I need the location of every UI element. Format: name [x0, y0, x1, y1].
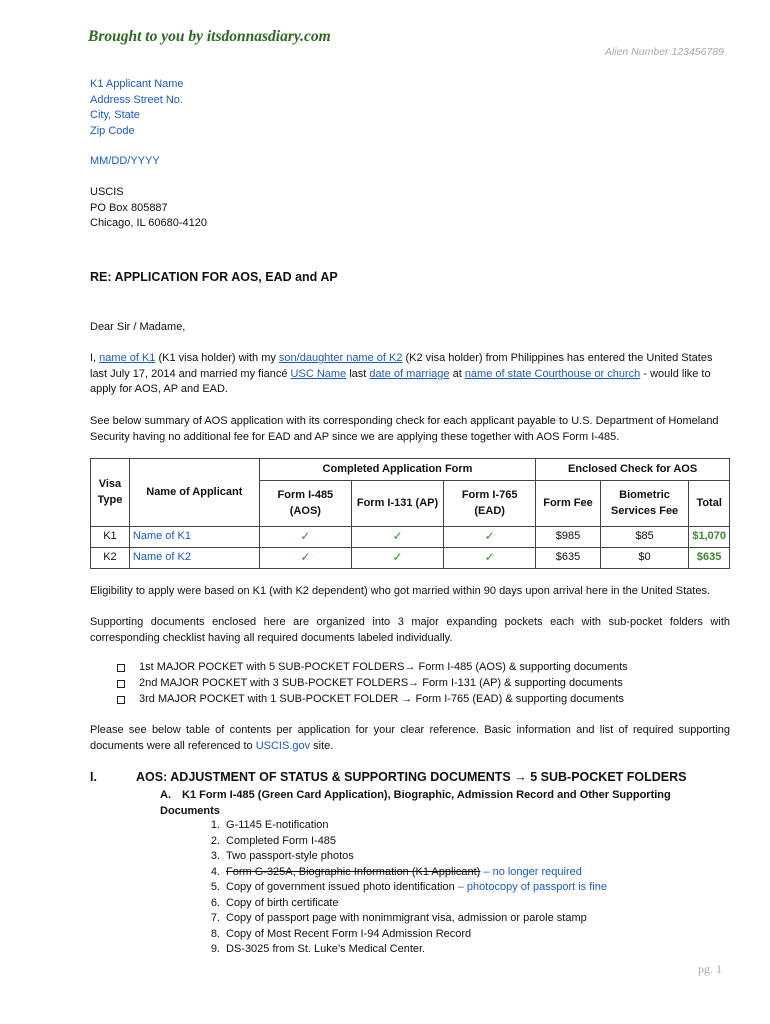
check-icon: ✓	[259, 548, 351, 569]
fee-summary-table	[90, 458, 730, 569]
k1-name-link[interactable]: name of K1	[99, 352, 156, 364]
item-text-struck: Form G-325A, Biographic Information (K1 Applicant)	[226, 865, 481, 878]
item-number: 3.	[210, 850, 220, 862]
section-number: I.	[90, 770, 97, 784]
check-icon: ✓	[351, 548, 443, 569]
list-item	[182, 834, 607, 850]
toc-text: site.	[310, 739, 334, 752]
intro-text: last	[346, 367, 370, 380]
visa-type-cell: K1	[91, 527, 130, 548]
header-total: Total	[689, 481, 730, 527]
list-item	[182, 911, 607, 927]
item-note: – photocopy of passport is fine	[454, 881, 607, 893]
item-text: Copy of passport page with nonimmigrant visa, admission or parole stamp	[226, 912, 587, 924]
item-text: Copy of government issued photo identification	[226, 881, 455, 893]
recipient-line: USCIS	[90, 186, 124, 198]
item-text: Copy of birth certificate	[226, 896, 339, 909]
document-checklist	[182, 818, 607, 958]
subsection-heading	[160, 788, 720, 819]
pocket-list	[116, 660, 628, 708]
toc-paragraph	[90, 723, 730, 754]
list-item	[116, 676, 628, 692]
item-text: Two passport-style photos	[226, 850, 354, 862]
alien-number: Alien Number 123456789	[604, 46, 724, 58]
item-number: 1.	[210, 819, 220, 831]
intro-text: at	[449, 367, 465, 380]
item-number: 2.	[210, 834, 220, 847]
table-row	[91, 527, 730, 548]
header-form-fee: Form Fee	[536, 481, 601, 527]
item-text: DS-3025 from St. Luke’s Medical Center.	[226, 943, 426, 955]
sender-line: Address Street No.	[90, 93, 183, 106]
header-i765: Form I-765 (EAD)	[444, 481, 536, 527]
toc-text: Please see below table of contents per application for your clear reference. Basic information and list of required supporting documents were all referenced to	[90, 724, 730, 752]
sender-address	[90, 77, 184, 139]
list-item	[182, 927, 607, 943]
marriage-date-link[interactable]: date of marriage	[369, 367, 450, 380]
recipient-address	[90, 185, 207, 232]
total-cell: $635	[689, 548, 730, 569]
item-number: 6.	[210, 896, 220, 909]
checkbox-bullet-icon	[117, 696, 125, 704]
intro-text: - would like to apply for AOS, AP and EAD.	[90, 367, 711, 395]
k2-name-link[interactable]: son/daughter name of K2	[278, 352, 403, 364]
recipient-line: Chicago, IL 60680-4120	[90, 217, 208, 229]
summary-paragraph: See below summary of AOS application with its corresponding check for each applicant payable to U.S. Department of Homeland Security having no additional fee for EAD and AP since we are applying these together with AOS Form I-485.	[90, 415, 719, 443]
sender-line: City, State	[90, 109, 140, 121]
list-item	[116, 692, 628, 708]
item-number: 8.	[210, 927, 220, 940]
applicant-name-cell: Name of K1	[129, 527, 259, 548]
intro-text: I,	[90, 352, 100, 364]
visa-type-cell: K2	[91, 548, 130, 569]
checkbox-bullet-icon	[117, 680, 125, 688]
section-title: AOS: ADJUSTMENT OF STATUS & SUPPORTING DOCUMENTS → 5 SUB-POCKET FOLDERS	[136, 770, 687, 784]
header-biometric-fee: Biometric Services Fee	[600, 481, 689, 527]
header-completed-form: Completed Application Form	[259, 459, 535, 481]
table-row	[91, 548, 730, 569]
total-cell: $1,070	[689, 527, 730, 548]
form-fee-cell: $635	[536, 548, 601, 569]
form-fee-cell: $985	[536, 527, 601, 548]
pocket-text: 1st MAJOR POCKET with 5 SUB-POCKET FOLDERS→ Form I-485 (AOS) & supporting documents	[139, 661, 628, 674]
biometric-fee-cell: $85	[600, 527, 689, 548]
item-number: 5.	[210, 881, 220, 893]
recipient-line: PO Box 805887	[90, 201, 168, 214]
uscis-link[interactable]: USCIS.gov	[255, 739, 311, 752]
header-visa-type: Visa Type	[91, 459, 130, 527]
list-item	[182, 849, 607, 865]
sender-line: K1 Applicant Name	[90, 78, 184, 90]
list-item	[182, 865, 607, 881]
list-item	[116, 660, 628, 676]
usc-name-link[interactable]: USC Name	[290, 367, 347, 380]
biometric-fee-cell: $0	[600, 548, 689, 569]
pocket-text: 3rd MAJOR POCKET with 1 SUB-POCKET FOLDER → Form I-765 (EAD) & supporting documents	[139, 693, 624, 706]
header-enclosed-check: Enclosed Check for AOS	[536, 459, 730, 481]
subsection-label: A.	[160, 789, 171, 801]
letter-date: MM/DD/YYYY	[90, 155, 160, 167]
subsection-title: K1 Form I-485 (Green Card Application), Biographic, Admission Record and Other Supporting Documents	[160, 789, 671, 817]
item-number: 4.	[210, 865, 220, 878]
header-i485: Form I-485 (AOS)	[259, 481, 351, 527]
supporting-paragraph: Supporting documents enclosed here are organized into 3 major expanding pockets each with sub-pocket folders with corresponding checklist having all required documents labeled individually.	[90, 616, 730, 644]
header-applicant-name: Name of Applicant	[129, 459, 259, 527]
page-number: pg. 1	[698, 962, 722, 976]
item-text: G-1145 E-notification	[226, 819, 329, 831]
list-item	[182, 942, 607, 958]
applicant-name-cell: Name of K2	[129, 548, 259, 569]
courthouse-link[interactable]: name of state Courthouse or church	[464, 367, 641, 380]
checkbox-bullet-icon	[117, 664, 125, 672]
check-icon: ✓	[444, 527, 536, 548]
header-i131: Form I-131 (AP)	[351, 481, 443, 527]
salutation: Dear Sir / Madame,	[90, 321, 186, 333]
check-icon: ✓	[444, 548, 536, 569]
list-item	[182, 818, 607, 834]
section-heading	[90, 770, 686, 786]
subject-line: RE: APPLICATION FOR AOS, EAD and AP	[90, 270, 338, 284]
intro-paragraph	[90, 351, 730, 398]
item-number: 9.	[210, 943, 220, 955]
list-item	[182, 896, 607, 912]
item-number: 7.	[210, 912, 220, 924]
intro-text: (K2 visa holder) from Philippines has entered the United States last July 17, 2014 and married my fiancé	[90, 352, 713, 380]
check-icon: ✓	[351, 527, 443, 548]
sender-line: Zip Code	[90, 124, 135, 137]
item-note: – no longer required	[480, 865, 582, 878]
intro-text: (K1 visa holder) with my	[155, 352, 279, 364]
eligibility-paragraph: Eligibility to apply were based on K1 (with K2 dependent) who got married within 90 days upon arrival here in the United States.	[90, 585, 711, 597]
list-item	[182, 880, 607, 896]
check-icon: ✓	[259, 527, 351, 548]
pocket-text: 2nd MAJOR POCKET with 3 SUB-POCKET FOLDERS→ Form I-131 (AP) & supporting documents	[139, 677, 623, 690]
item-text: Copy of Most Recent Form I-94 Admission Record	[226, 927, 472, 940]
brand-watermark: Brought to you by itsdonnasdiary.com	[88, 28, 331, 45]
item-text: Completed Form I-485	[226, 834, 337, 847]
